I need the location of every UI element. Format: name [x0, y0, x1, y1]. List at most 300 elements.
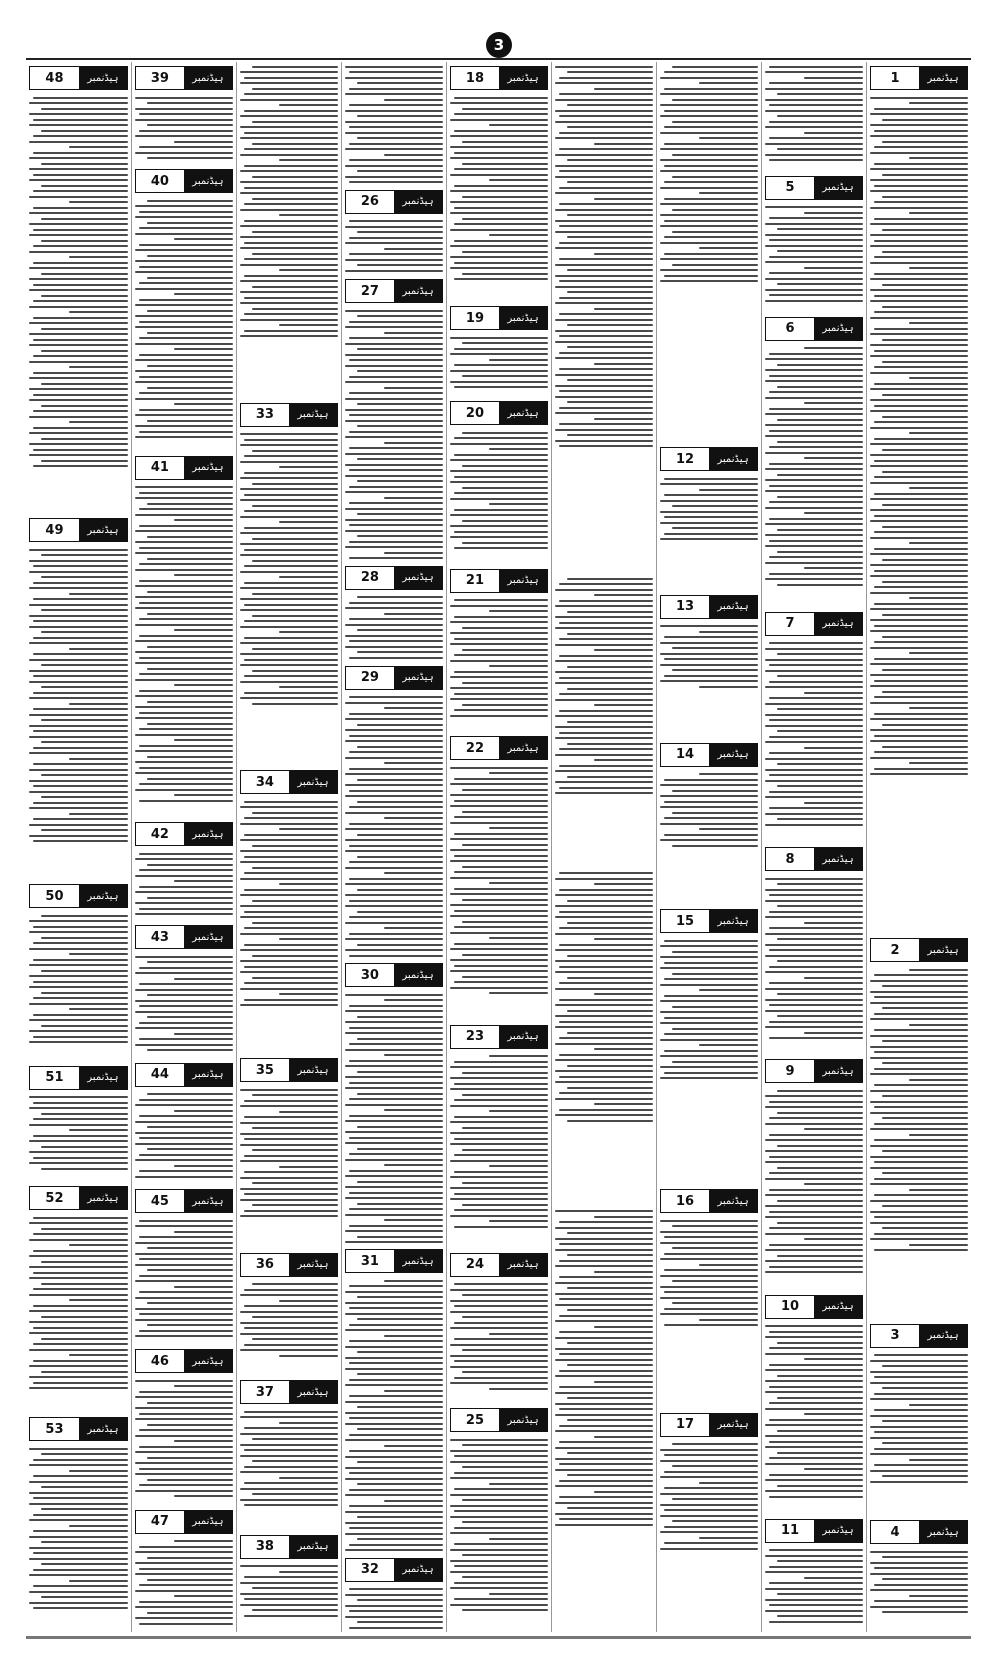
text-line — [870, 1573, 968, 1575]
text-line — [594, 198, 653, 200]
text-line — [29, 454, 128, 456]
text-line — [345, 784, 443, 786]
text-line — [555, 916, 653, 918]
text-line — [135, 288, 233, 290]
text-line — [41, 915, 128, 917]
text-line — [29, 168, 128, 170]
text-line — [33, 981, 128, 983]
text-line — [769, 697, 863, 699]
text-line — [357, 115, 443, 117]
text-line — [29, 604, 128, 606]
text-line — [139, 1099, 233, 1101]
text-line — [594, 993, 653, 995]
ad-text-block — [135, 1216, 233, 1345]
text-line — [555, 1458, 653, 1460]
text-line — [33, 190, 128, 192]
text-line — [345, 1159, 443, 1161]
ad-number: 7 — [766, 613, 814, 635]
text-line — [909, 1134, 968, 1136]
text-line — [244, 637, 338, 639]
text-line — [41, 774, 128, 776]
text-line — [252, 703, 338, 705]
text-line — [664, 1236, 758, 1238]
text-line — [135, 530, 233, 532]
text-line — [252, 231, 338, 233]
text-line — [882, 361, 968, 363]
text-line — [769, 1386, 863, 1388]
ad-number: 44 — [136, 1064, 184, 1086]
text-line — [135, 596, 233, 598]
text-line — [555, 1249, 653, 1251]
text-line — [454, 671, 548, 673]
text-line — [594, 759, 653, 761]
text-line — [384, 497, 443, 499]
text-line — [769, 1037, 863, 1039]
text-line — [345, 1401, 443, 1403]
text-line — [555, 1265, 653, 1267]
text-line — [345, 310, 443, 312]
text-line — [450, 353, 548, 355]
text-line — [33, 262, 128, 264]
text-line — [345, 1594, 443, 1596]
ad-header — [765, 1059, 863, 1083]
text-line — [769, 1474, 863, 1476]
ad-text-block — [765, 874, 863, 1055]
ad-header — [345, 666, 443, 690]
text-line — [244, 187, 338, 189]
text-line — [29, 113, 128, 115]
text-line — [559, 638, 653, 640]
text-line — [804, 692, 863, 694]
text-line — [660, 77, 758, 79]
text-line — [279, 269, 338, 271]
text-line — [664, 71, 758, 73]
text-line — [555, 154, 653, 156]
text-line — [489, 359, 548, 361]
text-line — [559, 677, 653, 679]
text-line — [765, 507, 863, 509]
text-line — [769, 408, 863, 410]
text-line — [384, 332, 443, 334]
text-line — [29, 361, 128, 363]
text-line — [33, 372, 128, 374]
text-line — [874, 383, 968, 385]
text-line — [559, 622, 653, 624]
text-line — [41, 405, 128, 407]
text-line — [29, 388, 128, 390]
text-line — [41, 1486, 128, 1488]
text-line — [135, 569, 233, 571]
text-line — [349, 486, 443, 488]
text-line — [450, 536, 548, 538]
text-line — [33, 300, 128, 302]
text-line — [279, 631, 338, 633]
text-line — [29, 1332, 128, 1334]
text-line — [765, 1446, 863, 1448]
ad-header-label: ہیڈنمبر — [289, 1536, 337, 1558]
text-line — [33, 1569, 128, 1571]
text-line — [135, 1418, 233, 1420]
text-line — [567, 1032, 653, 1034]
text-line — [33, 1585, 128, 1587]
text-line — [33, 1272, 128, 1274]
text-line — [147, 778, 233, 780]
text-line — [29, 1019, 128, 1021]
text-line — [555, 905, 653, 907]
text-line — [69, 593, 128, 595]
text-line — [765, 1026, 863, 1028]
text-line — [769, 375, 863, 377]
text-line — [252, 900, 338, 902]
text-line — [769, 430, 863, 432]
text-line — [874, 531, 968, 533]
text-line — [769, 1021, 863, 1023]
text-line — [252, 670, 338, 672]
text-line — [874, 1448, 968, 1450]
text-line — [33, 926, 128, 928]
text-line — [345, 165, 443, 167]
text-line — [454, 1338, 548, 1340]
text-line — [765, 988, 863, 990]
text-line — [252, 1204, 338, 1206]
text-line — [555, 1293, 653, 1295]
text-line — [462, 649, 548, 651]
text-line — [279, 159, 338, 161]
text-line — [139, 657, 233, 659]
ad-text-block — [135, 849, 233, 921]
text-line — [135, 1451, 233, 1453]
text-line — [349, 88, 443, 90]
text-line — [874, 696, 968, 698]
text-line — [135, 271, 233, 273]
text-line — [664, 1017, 758, 1019]
text-line — [252, 845, 338, 847]
text-line — [147, 1324, 233, 1326]
text-line — [765, 261, 863, 263]
text-line — [240, 1199, 338, 1201]
text-line — [29, 306, 128, 308]
text-line — [765, 1233, 863, 1235]
text-line — [33, 1552, 128, 1554]
text-line — [874, 680, 968, 682]
text-line — [699, 137, 758, 139]
text-line — [240, 894, 338, 896]
text-line — [240, 137, 338, 139]
text-line — [555, 660, 653, 662]
text-line — [874, 603, 968, 605]
text-line — [882, 251, 968, 253]
text-line — [660, 967, 758, 969]
text-line — [769, 518, 863, 520]
text-line — [567, 1419, 653, 1421]
text-line — [240, 697, 338, 699]
text-line — [769, 239, 863, 241]
text-line — [139, 618, 233, 620]
text-line — [874, 1068, 968, 1070]
text-line — [135, 585, 233, 587]
text-line — [765, 452, 863, 454]
text-line — [450, 794, 548, 796]
text-line — [765, 126, 863, 128]
text-line — [357, 911, 443, 913]
text-line — [882, 504, 968, 506]
text-line — [345, 132, 443, 134]
text-line — [874, 1161, 968, 1163]
text-line — [135, 1132, 233, 1134]
text-line — [909, 432, 968, 434]
ad-header-label: ہیڈنمبر — [499, 402, 547, 424]
text-line — [567, 1120, 653, 1122]
text-line — [882, 691, 968, 693]
text-line — [147, 200, 233, 202]
text-line — [345, 1131, 443, 1133]
text-line — [135, 514, 233, 516]
text-line — [41, 719, 128, 721]
ad-header — [135, 456, 233, 480]
text-line — [664, 636, 758, 638]
text-line — [139, 1429, 233, 1431]
text-line — [660, 806, 758, 808]
text-line — [384, 442, 443, 444]
text-line — [777, 938, 863, 940]
text-line — [240, 1177, 338, 1179]
text-line — [769, 1227, 863, 1229]
text-line — [252, 253, 338, 255]
text-line — [240, 571, 338, 573]
text-line — [240, 488, 338, 490]
text-line — [909, 1404, 968, 1406]
text-line — [139, 783, 233, 785]
text-line — [174, 1165, 233, 1167]
page-number: 3 — [486, 32, 512, 58]
text-line — [345, 828, 443, 830]
text-line — [765, 413, 863, 415]
text-line — [139, 1568, 233, 1570]
text-line — [769, 137, 863, 139]
text-line — [174, 1440, 233, 1442]
text-line — [349, 1098, 443, 1100]
text-line — [874, 311, 968, 313]
text-line — [29, 1124, 128, 1126]
text-line — [874, 405, 968, 407]
text-line — [769, 911, 863, 913]
text-line — [660, 839, 758, 841]
text-line — [882, 196, 968, 198]
text-line — [345, 757, 443, 759]
text-line — [147, 1148, 233, 1150]
text-line — [777, 584, 863, 586]
text-line — [139, 635, 233, 637]
text-line — [874, 146, 968, 148]
text-line — [345, 1423, 443, 1425]
text-line — [882, 526, 968, 528]
ad-text-block — [240, 1280, 338, 1377]
text-line — [345, 1533, 443, 1535]
text-line — [384, 927, 443, 929]
text-line — [870, 729, 968, 731]
text-line — [489, 1388, 548, 1390]
ad-text-block — [29, 93, 128, 514]
text-line — [450, 643, 548, 645]
text-line — [555, 1348, 653, 1350]
text-line — [139, 1291, 233, 1293]
text-line — [357, 370, 443, 372]
text-line — [357, 1296, 443, 1298]
text-line — [769, 774, 863, 776]
text-line — [384, 1219, 443, 1221]
ad-number: 45 — [136, 1190, 184, 1212]
text-line — [174, 1231, 233, 1233]
text-line — [882, 339, 968, 341]
text-line — [870, 1426, 968, 1428]
ad-number: 46 — [136, 1350, 184, 1372]
text-line — [777, 1167, 863, 1169]
text-line — [345, 530, 443, 532]
text-line — [870, 355, 968, 357]
text-line — [349, 1082, 443, 1084]
text-line — [450, 525, 548, 527]
text-line — [29, 432, 128, 434]
text-line — [594, 143, 653, 145]
text-line — [462, 844, 548, 846]
text-line — [450, 632, 548, 634]
text-line — [33, 1475, 128, 1477]
text-line — [769, 121, 863, 123]
text-line — [765, 999, 863, 1001]
text-line — [345, 922, 443, 924]
text-line — [135, 607, 233, 609]
text-line — [567, 236, 653, 238]
text-line — [454, 1510, 548, 1512]
text-line — [777, 1222, 863, 1224]
text-line — [765, 971, 863, 973]
text-line — [567, 666, 653, 668]
text-line — [777, 1090, 863, 1092]
ad-text-block — [450, 1280, 548, 1404]
text-line — [804, 347, 863, 349]
text-line — [279, 828, 338, 830]
text-line — [29, 223, 128, 225]
text-line — [135, 902, 233, 904]
text-line — [135, 761, 233, 763]
text-line — [765, 523, 863, 525]
text-line — [454, 1209, 548, 1211]
column-c8 — [761, 62, 866, 1632]
text-line — [450, 1382, 548, 1384]
ad-text-block — [555, 574, 653, 868]
text-line — [664, 220, 758, 222]
text-line — [147, 701, 233, 703]
text-line — [345, 1175, 443, 1177]
text-line — [139, 1258, 233, 1260]
text-line — [345, 867, 443, 869]
text-line — [454, 1193, 548, 1195]
text-line — [769, 1347, 863, 1349]
ad-header — [660, 909, 758, 933]
text-line — [660, 187, 758, 189]
text-line — [870, 1371, 968, 1373]
text-line — [672, 1498, 758, 1500]
text-line — [135, 486, 233, 488]
text-line — [559, 1353, 653, 1355]
text-line — [174, 794, 233, 796]
text-line — [765, 534, 863, 536]
text-line — [345, 812, 443, 814]
text-line — [33, 229, 128, 231]
text-line — [357, 82, 443, 84]
text-line — [240, 1416, 338, 1418]
text-line — [139, 1391, 233, 1393]
ad-text-block — [135, 93, 233, 165]
text-line — [349, 1489, 443, 1491]
text-line — [345, 1313, 443, 1315]
text-line — [769, 642, 863, 644]
text-line — [660, 1313, 758, 1315]
ad-text-block — [135, 952, 233, 1059]
text-line — [349, 126, 443, 128]
text-line — [345, 1087, 443, 1089]
text-line — [147, 1579, 233, 1581]
text-line — [462, 1554, 548, 1556]
text-line — [345, 259, 443, 261]
text-line — [462, 1371, 548, 1373]
text-line — [29, 212, 128, 214]
text-line — [29, 931, 128, 933]
text-line — [454, 1154, 548, 1156]
text-line — [870, 1398, 968, 1400]
text-line — [349, 657, 443, 659]
text-line — [357, 596, 443, 598]
text-line — [139, 392, 233, 394]
text-line — [252, 483, 338, 485]
text-line — [660, 159, 758, 161]
ad-header-label: ہیڈنمبر — [499, 737, 547, 759]
text-line — [244, 1598, 338, 1600]
ad-number: 32 — [346, 1559, 394, 1581]
text-line — [664, 834, 758, 836]
text-line — [252, 812, 338, 814]
ad-number: 53 — [30, 1418, 79, 1440]
text-line — [765, 435, 863, 437]
text-line — [345, 1197, 443, 1199]
text-line — [41, 240, 128, 242]
text-line — [489, 1165, 548, 1167]
text-line — [33, 1250, 128, 1252]
text-line — [874, 1376, 968, 1378]
text-line — [147, 1126, 233, 1128]
text-line — [777, 283, 863, 285]
text-line — [147, 332, 233, 334]
text-line — [874, 1051, 968, 1053]
text-line — [870, 1145, 968, 1147]
text-line — [870, 278, 968, 280]
text-line — [450, 381, 548, 383]
text-line — [33, 1157, 128, 1159]
text-line — [909, 969, 968, 971]
text-line — [555, 319, 653, 321]
text-line — [345, 894, 443, 896]
text-line — [882, 284, 968, 286]
ad-number: 36 — [241, 1254, 289, 1276]
text-line — [139, 113, 233, 115]
text-line — [454, 1305, 548, 1307]
text-line — [870, 1101, 968, 1103]
text-line — [567, 955, 653, 957]
text-line — [672, 1061, 758, 1063]
ad-number: 1 — [871, 67, 919, 89]
text-line — [769, 353, 863, 355]
ad-text-block — [450, 428, 548, 565]
